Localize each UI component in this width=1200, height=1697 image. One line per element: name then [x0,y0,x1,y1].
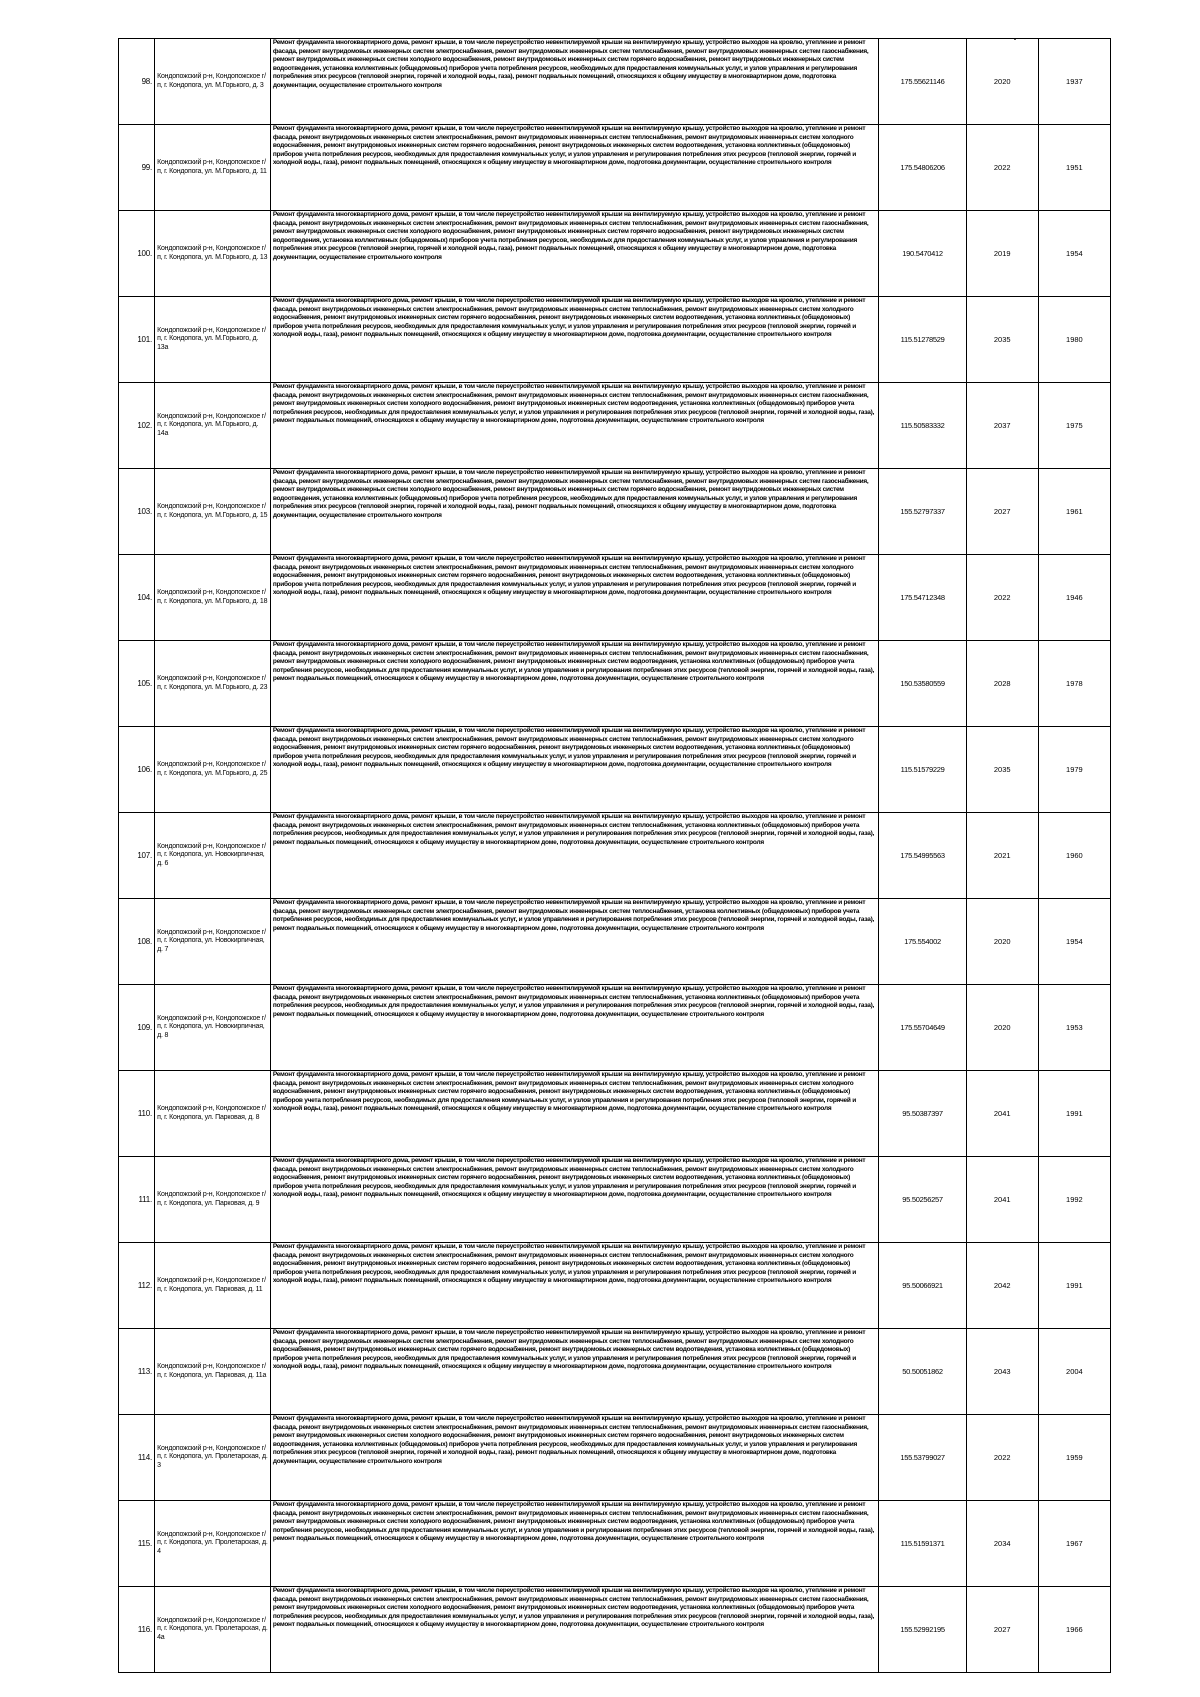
build-year: 2004 [1038,1329,1110,1415]
planned-year: 2037 [966,383,1038,469]
repair-works-text: Ремонт фундамента многоквартирного дома, ремонт крыши, в том числе переустройство невентилируемой крыши на вентилируемую крышу, устройство выходов на кровлю, утепление и ремонт фасада, ремонт внутридомовых инженерных систем электроснабжения, ремонт внутридомовых инженерных систем теплоснабжения, ремонт внутридомовых инженерных систем газоснабжения, ремонт внутридомовых инженерных систем холодного водоснабжения, ремонт внутридомовых инженерных систем горячего водоснабжения, ремонт внутридомовых инженерных систем водоотведения, установка коллективных (общедомовых) приборов учета потребления ресурсов, необходимых для предоставления коммунальных услуг, и узлов управления и регулирования потребления этих ресурсов (тепловой энергии, горячей и холодной воды, газа), ремонт подвальных помещений, относящихся к общему имуществу в многоквартирном доме, подготовка документации, осуществление строительного контроля [272,211,869,261]
row-number: 116. [119,1587,155,1673]
row-number: 110. [119,1071,155,1157]
repair-cost: 175.54995563 [879,813,966,899]
repair-works [270,383,879,469]
repair-works [270,1243,879,1329]
house-address: Кондопожский р-н, Кондопожское г/п, г. Кондопога, ул. М.Горького, д. 3 [155,39,271,125]
row-number: 107. [119,813,155,899]
row-number: 106. [119,727,155,813]
house-address: Кондопожский р-н, Кондопожское г/п, г. Кондопога, ул. Парковая, д. 11а [155,1329,271,1415]
repair-works-text: Ремонт фундамента многоквартирного дома, ремонт крыши, в том числе переустройство невентилируемой крыши на вентилируемую крышу, устройство выходов на кровлю, утепление и ремонт фасада, ремонт внутридомовых инженерных систем электроснабжения, ремонт внутридомовых инженерных систем теплоснабжения, ремонт внутридомовых инженерных систем газоснабжения, ремонт внутридомовых инженерных систем холодного водоснабжения, ремонт внутридомовых инженерных систем водоотведения, установка коллективных (общедомовых) приборов учета потребления ресурсов, необходимых для предоставления коммунальных услуг, и узлов управления и регулирования потребления этих ресурсов (тепловой энергии, горячей и холодной воды, газа), ремонт подвальных помещений, относящихся к общему имуществу в многоквартирном доме, подготовка документации, осуществление строительного контроля [272,1587,875,1629]
planned-year: 2022 [966,125,1038,211]
repair-works [270,1415,879,1501]
table-row [119,985,1111,1071]
repair-cost: 155.52992195 [879,1587,966,1673]
planned-year: 2027 [966,1587,1038,1673]
repair-cost: 155.53799027 [879,1415,966,1501]
repair-cost: 95.50256257 [879,1157,966,1243]
repair-works-text: Ремонт фундамента многоквартирного дома, ремонт крыши, в том числе переустройство невентилируемой крыши на вентилируемую крышу, устройство выходов на кровлю, утепление и ремонт фасада, ремонт внутридомовых инженерных систем электроснабжения, ремонт внутридомовых инженерных систем теплоснабжения, установка коллективных (общедомовых) приборов учета потребления ресурсов, необходимых для предоставления коммунальных услуг, и узлов управления и регулирования потребления этих ресурсов (тепловой энергии, горячей и холодной воды, газа), ремонт подвальных помещений, относящихся к общему имуществу в многоквартирном доме, подготовка документации, осуществление строительного контроля [272,813,875,846]
table-row [119,125,1111,211]
build-year: 1961 [1038,469,1110,555]
repair-cost: 175.554002 [879,899,966,985]
table-row [119,297,1111,383]
house-address: Кондопожский р-н, Кондопожское г/п, г. Кондопога, ул. Парковая, д. 8 [155,1071,271,1157]
repair-works [270,985,879,1071]
row-number: 111. [119,1157,155,1243]
house-address: Кондопожский р-н, Кондопожское г/п, г. Кондопога, ул. М.Горького, д. 18 [155,555,271,641]
build-year: 1978 [1038,641,1110,727]
row-number: 101. [119,297,155,383]
row-number: 98. [119,39,155,125]
repair-cost: 190.5470412 [879,211,966,297]
repair-cost: 95.50387397 [879,1071,966,1157]
planned-year: 2043 [966,1329,1038,1415]
repair-works [270,1587,879,1673]
planned-year: 2020 [966,899,1038,985]
repair-works-text: Ремонт фундамента многоквартирного дома, ремонт крыши, в том числе переустройство невентилируемой крыши на вентилируемую крышу, устройство выходов на кровлю, утепление и ремонт фасада, ремонт внутридомовых инженерных систем электроснабжения, ремонт внутридомовых инженерных систем теплоснабжения, ремонт внутридомовых инженерных систем холодного водоснабжения, ремонт внутридомовых инженерных систем горячего водоснабжения, ремонт внутридомовых инженерных систем водоотведения, установка коллективных (общедомовых) приборов учета потребления ресурсов, необходимых для предоставления коммунальных услуг, и узлов управления и регулирования потребления этих ресурсов (тепловой энергии, горячей и холодной воды, газа), ремонт подвальных помещений, относящихся к общему имуществу в многоквартирном доме, подготовка документации, осуществление строительного контроля [272,1329,866,1371]
build-year: 1966 [1038,1587,1110,1673]
table-row [119,813,1111,899]
row-number: 105. [119,641,155,727]
repair-works-text: Ремонт фундамента многоквартирного дома, ремонт крыши, в том числе переустройство невентилируемой крыши на вентилируемую крышу, устройство выходов на кровлю, утепление и ремонт фасада, ремонт внутридомовых инженерных систем электроснабжения, ремонт внутридомовых инженерных систем теплоснабжения, ремонт внутридомовых инженерных систем газоснабжения, ремонт внутридомовых инженерных систем холодного водоснабжения, ремонт внутридомовых инженерных систем горячего водоснабжения, ремонт внутридомовых инженерных систем водоотведения, установка коллективных (общедомовых) приборов учета потребления ресурсов, необходимых для предоставления коммунальных услуг, и узлов управления и регулирования потребления этих ресурсов (тепловой энергии, горячей и холодной воды, газа), ремонт подвальных помещений, относящихся к общему имуществу в многоквартирном доме, подготовка документации, осуществление строительного контроля [272,469,869,519]
table-row [119,899,1111,985]
repair-cost: 115.51278529 [879,297,966,383]
row-number: 112. [119,1243,155,1329]
planned-year: 2035 [966,297,1038,383]
build-year: 1967 [1038,1501,1110,1587]
repair-works-text: Ремонт фундамента многоквартирного дома, ремонт крыши, в том числе переустройство невентилируемой крыши на вентилируемую крышу, устройство выходов на кровлю, утепление и ремонт фасада, ремонт внутридомовых инженерных систем электроснабжения, ремонт внутридомовых инженерных систем теплоснабжения, ремонт внутридомовых инженерных систем холодного водоснабжения, ремонт внутридомовых инженерных систем горячего водоснабжения, ремонт внутридомовых инженерных систем водоотведения, установка коллективных (общедомовых) приборов учета потребления ресурсов, необходимых для предоставления коммунальных услуг, и узлов управления и регулирования потребления этих ресурсов (тепловой энергии, горячей и холодной воды, газа), ремонт подвальных помещений, относящихся к общему имуществу в многоквартирном доме, подготовка документации, осуществление строительного контроля [272,125,866,167]
repair-works-text: Ремонт фундамента многоквартирного дома, ремонт крыши, в том числе переустройство невентилируемой крыши на вентилируемую крышу, устройство выходов на кровлю, утепление и ремонт фасада, ремонт внутридомовых инженерных систем электроснабжения, ремонт внутридомовых инженерных систем теплоснабжения, ремонт внутридомовых инженерных систем газоснабжения, ремонт внутридомовых инженерных систем холодного водоснабжения, ремонт внутридомовых инженерных систем водоотведения, установка коллективных (общедомовых) приборов учета потребления ресурсов, необходимых для предоставления коммунальных услуг, и узлов управления и регулирования потребления этих ресурсов (тепловой энергии, горячей и холодной воды, газа), ремонт подвальных помещений, относящихся к общему имуществу в многоквартирном доме, подготовка документации, осуществление строительного контроля [272,1501,875,1543]
build-year: 1937 [1038,39,1110,125]
build-year: 1980 [1038,297,1110,383]
table-row [119,1415,1111,1501]
table-row [119,727,1111,813]
house-address: Кондопожский р-н, Кондопожское г/п, г. Кондопога, ул. М.Горького, д. 25 [155,727,271,813]
build-year: 1979 [1038,727,1110,813]
repair-works [270,39,879,125]
planned-year: 2034 [966,1501,1038,1587]
repair-works-text: Ремонт фундамента многоквартирного дома, ремонт крыши, в том числе переустройство невентилируемой крыши на вентилируемую крышу, устройство выходов на кровлю, утепление и ремонт фасада, ремонт внутридомовых инженерных систем электроснабжения, ремонт внутридомовых инженерных систем теплоснабжения, ремонт внутридомовых инженерных систем газоснабжения, ремонт внутридомовых инженерных систем холодного водоснабжения, ремонт внутридомовых инженерных систем водоотведения, установка коллективных (общедомовых) приборов учета потребления ресурсов, необходимых для предоставления коммунальных услуг, и узлов управления и регулирования потребления этих ресурсов (тепловой энергии, горячей и холодной воды, газа), ремонт подвальных помещений, относящихся к общему имуществу в многоквартирном доме, подготовка документации, осуществление строительного контроля [272,383,875,425]
repair-works-text: Ремонт фундамента многоквартирного дома, ремонт крыши, в том числе переустройство невентилируемой крыши на вентилируемую крышу, устройство выходов на кровлю, утепление и ремонт фасада, ремонт внутридомовых инженерных систем электроснабжения, ремонт внутридомовых инженерных систем теплоснабжения, ремонт внутридомовых инженерных систем холодного водоснабжения, ремонт внутридомовых инженерных систем горячего водоснабжения, ремонт внутридомовых инженерных систем водоотведения, установка коллективных (общедомовых) приборов учета потребления ресурсов, необходимых для предоставления коммунальных услуг, и узлов управления и регулирования потребления этих ресурсов (тепловой энергии, горячей и холодной воды, газа), ремонт подвальных помещений, относящихся к общему имуществу в многоквартирном доме, подготовка документации, осуществление строительного контроля [272,1243,866,1285]
repair-cost: 175.54806206 [879,125,966,211]
repair-works-text: Ремонт фундамента многоквартирного дома, ремонт крыши, в том числе переустройство невентилируемой крыши на вентилируемую крышу, устройство выходов на кровлю, утепление и ремонт фасада, ремонт внутридомовых инженерных систем электроснабжения, ремонт внутридомовых инженерных систем теплоснабжения, установка коллективных (общедомовых) приборов учета потребления ресурсов, необходимых для предоставления коммунальных услуг, и узлов управления и регулирования потребления этих ресурсов (тепловой энергии, горячей и холодной воды, газа), ремонт подвальных помещений, относящихся к общему имуществу в многоквартирном доме, подготовка документации, осуществление строительного контроля [272,899,875,932]
house-address: Кондопожский р-н, Кондопожское г/п, г. Кондопога, ул. М.Горького, д. 15 [155,469,271,555]
house-address: Кондопожский р-н, Кондопожское г/п, г. Кондопога, ул. Новокирпичная, д. 8 [155,985,271,1071]
house-address: Кондопожский р-н, Кондопожское г/п, г. Кондопога, ул. Парковая, д. 9 [155,1157,271,1243]
planned-year: 2021 [966,813,1038,899]
repair-works-text: Ремонт фундамента многоквартирного дома, ремонт крыши, в том числе переустройство невентилируемой крыши на вентилируемую крышу, устройство выходов на кровлю, утепление и ремонт фасада, ремонт внутридомовых инженерных систем электроснабжения, ремонт внутридомовых инженерных систем теплоснабжения, ремонт внутридомовых инженерных систем холодного водоснабжения, ремонт внутридомовых инженерных систем горячего водоснабжения, ремонт внутридомовых инженерных систем водоотведения, установка коллективных (общедомовых) приборов учета потребления ресурсов, необходимых для предоставления коммунальных услуг, и узлов управления и регулирования потребления этих ресурсов (тепловой энергии, горячей и холодной воды, газа), ремонт подвальных помещений, относящихся к общему имуществу в многоквартирном доме, подготовка документации, осуществление строительного контроля [272,727,866,769]
repair-cost: 115.51579229 [879,727,966,813]
house-address: Кондопожский р-н, Кондопожское г/п, г. Кондопога, ул. Новокирпичная, д. 6 [155,813,271,899]
repair-works [270,1071,879,1157]
planned-year: 2035 [966,727,1038,813]
table-row [119,39,1111,125]
planned-year: 2019 [966,211,1038,297]
table-row [119,1329,1111,1415]
house-address: Кондопожский р-н, Кондопожское г/п, г. Кондопога, ул. Пролетарская, д. 4 [155,1501,271,1587]
repair-works [270,1501,879,1587]
row-number: 103. [119,469,155,555]
capital-repair-table [118,38,1111,1673]
repair-works [270,1157,879,1243]
table-row [119,211,1111,297]
build-year: 1991 [1038,1243,1110,1329]
build-year: 1959 [1038,1415,1110,1501]
repair-works-text: Ремонт фундамента многоквартирного дома, ремонт крыши, в том числе переустройство невентилируемой крыши на вентилируемую крышу, устройство выходов на кровлю, утепление и ремонт фасада, ремонт внутридомовых инженерных систем электроснабжения, ремонт внутридомовых инженерных систем теплоснабжения, ремонт внутридомовых инженерных систем газоснабжения, ремонт внутридомовых инженерных систем холодного водоснабжения, ремонт внутридомовых инженерных систем водоотведения, установка коллективных (общедомовых) приборов учета потребления ресурсов, необходимых для предоставления коммунальных услуг, и узлов управления и регулирования потребления этих ресурсов (тепловой энергии, горячей и холодной воды, газа), ремонт подвальных помещений, относящихся к общему имуществу в многоквартирном доме, подготовка документации, осуществление строительного контроля [272,641,875,683]
row-number: 113. [119,1329,155,1415]
row-number: 109. [119,985,155,1071]
build-year: 1953 [1038,985,1110,1071]
house-address: Кондопожский р-н, Кондопожское г/п, г. Кондопога, ул. М.Горького, д. 14а [155,383,271,469]
repair-cost: 115.51591371 [879,1501,966,1587]
table-row [119,1157,1111,1243]
row-number: 102. [119,383,155,469]
build-year: 1954 [1038,211,1110,297]
repair-works [270,297,879,383]
repair-works [270,813,879,899]
row-number: 99. [119,125,155,211]
repair-cost: 155.52797337 [879,469,966,555]
repair-works-text: Ремонт фундамента многоквартирного дома, ремонт крыши, в том числе переустройство невентилируемой крыши на вентилируемую крышу, устройство выходов на кровлю, утепление и ремонт фасада, ремонт внутридомовых инженерных систем электроснабжения, ремонт внутридомовых инженерных систем теплоснабжения, установка коллективных (общедомовых) приборов учета потребления ресурсов, необходимых для предоставления коммунальных услуг, и узлов управления и регулирования потребления этих ресурсов (тепловой энергии, горячей и холодной воды, газа), ремонт подвальных помещений, относящихся к общему имуществу в многоквартирном доме, подготовка документации, осуществление строительного контроля [272,985,875,1018]
table-body [119,39,1111,1673]
repair-works-text: Ремонт фундамента многоквартирного дома, ремонт крыши, в том числе переустройство невентилируемой крыши на вентилируемую крышу, устройство выходов на кровлю, утепление и ремонт фасада, ремонт внутридомовых инженерных систем электроснабжения, ремонт внутридомовых инженерных систем теплоснабжения, ремонт внутридомовых инженерных систем холодного водоснабжения, ремонт внутридомовых инженерных систем горячего водоснабжения, ремонт внутридомовых инженерных систем водоотведения, установка коллективных (общедомовых) приборов учета потребления ресурсов, необходимых для предоставления коммунальных услуг, и узлов управления и регулирования потребления этих ресурсов (тепловой энергии, горячей и холодной воды, газа), ремонт подвальных помещений, относящихся к общему имуществу в многоквартирном доме, подготовка документации, осуществление строительного контроля [272,1157,866,1199]
planned-year: 2028 [966,641,1038,727]
repair-works [270,555,879,641]
planned-year: 2020 [966,39,1038,125]
row-number: 108. [119,899,155,985]
table-row [119,555,1111,641]
repair-works [270,469,879,555]
build-year: 1960 [1038,813,1110,899]
repair-cost: 50.50051862 [879,1329,966,1415]
table-row [119,1071,1111,1157]
build-year: 1951 [1038,125,1110,211]
repair-cost: 95.50066921 [879,1243,966,1329]
row-number: 100. [119,211,155,297]
row-number: 114. [119,1415,155,1501]
house-address: Кондопожский р-н, Кондопожское г/п, г. Кондопога, ул. Новокирпичная, д. 7 [155,899,271,985]
repair-cost: 150.53580559 [879,641,966,727]
repair-works [270,899,879,985]
planned-year: 2020 [966,985,1038,1071]
repair-cost: 175.55621146 [879,39,966,125]
repair-works-text: Ремонт фундамента многоквартирного дома, ремонт крыши, в том числе переустройство невентилируемой крыши на вентилируемую крышу, устройство выходов на кровлю, утепление и ремонт фасада, ремонт внутридомовых инженерных систем электроснабжения, ремонт внутридомовых инженерных систем теплоснабжения, ремонт внутридомовых инженерных систем газоснабжения, ремонт внутридомовых инженерных систем холодного водоснабжения, ремонт внутридомовых инженерных систем горячего водоснабжения, ремонт внутридомовых инженерных систем водоотведения, установка коллективных (общедомовых) приборов учета потребления ресурсов, необходимых для предоставления коммунальных услуг, и узлов управления и регулирования потребления этих ресурсов (тепловой энергии, горячей и холодной воды, газа), ремонт подвальных помещений, относящихся к общему имуществу в многоквартирном доме, подготовка документации, осуществление строительного контроля [272,39,869,89]
build-year: 1946 [1038,555,1110,641]
repair-works [270,211,879,297]
repair-works-text: Ремонт фундамента многоквартирного дома, ремонт крыши, в том числе переустройство невентилируемой крыши на вентилируемую крышу, устройство выходов на кровлю, утепление и ремонт фасада, ремонт внутридомовых инженерных систем электроснабжения, ремонт внутридомовых инженерных систем теплоснабжения, ремонт внутридомовых инженерных систем холодного водоснабжения, ремонт внутридомовых инженерных систем горячего водоснабжения, ремонт внутридомовых инженерных систем водоотведения, установка коллективных (общедомовых) приборов учета потребления ресурсов, необходимых для предоставления коммунальных услуг, и узлов управления и регулирования потребления этих ресурсов (тепловой энергии, горячей и холодной воды, газа), ремонт подвальных помещений, относящихся к общему имуществу в многоквартирном доме, подготовка документации, осуществление строительного контроля [272,297,866,339]
house-address: Кондопожский р-н, Кондопожское г/п, г. Кондопога, ул. Парковая, д. 11 [155,1243,271,1329]
build-year: 1975 [1038,383,1110,469]
house-address: Кондопожский р-н, Кондопожское г/п, г. Кондопога, ул. Пролетарская, д. 3 [155,1415,271,1501]
repair-works [270,727,879,813]
house-address: Кондопожский р-н, Кондопожское г/п, г. Кондопога, ул. М.Горького, д. 13 [155,211,271,297]
planned-year: 2027 [966,469,1038,555]
table-row [119,1587,1111,1673]
table-row [119,469,1111,555]
repair-cost: 115.50583332 [879,383,966,469]
build-year: 1991 [1038,1071,1110,1157]
planned-year: 2022 [966,555,1038,641]
planned-year: 2041 [966,1157,1038,1243]
build-year: 1992 [1038,1157,1110,1243]
build-year: 1954 [1038,899,1110,985]
house-address: Кондопожский р-н, Кондопожское г/п, г. Кондопога, ул. М.Горького, д. 13а [155,297,271,383]
repair-works-text: Ремонт фундамента многоквартирного дома, ремонт крыши, в том числе переустройство невентилируемой крыши на вентилируемую крышу, устройство выходов на кровлю, утепление и ремонт фасада, ремонт внутридомовых инженерных систем электроснабжения, ремонт внутридомовых инженерных систем теплоснабжения, ремонт внутридомовых инженерных систем холодного водоснабжения, ремонт внутридомовых инженерных систем горячего водоснабжения, ремонт внутридомовых инженерных систем водоотведения, установка коллективных (общедомовых) приборов учета потребления ресурсов, необходимых для предоставления коммунальных услуг, и узлов управления и регулирования потребления этих ресурсов (тепловой энергии, горячей и холодной воды, газа), ремонт подвальных помещений, относящихся к общему имуществу в многоквартирном доме, подготовка документации, осуществление строительного контроля [272,555,866,597]
planned-year: 2022 [966,1415,1038,1501]
row-number: 115. [119,1501,155,1587]
planned-year: 2042 [966,1243,1038,1329]
repair-works-text: Ремонт фундамента многоквартирного дома, ремонт крыши, в том числе переустройство невентилируемой крыши на вентилируемую крышу, устройство выходов на кровлю, утепление и ремонт фасада, ремонт внутридомовых инженерных систем электроснабжения, ремонт внутридомовых инженерных систем теплоснабжения, ремонт внутридомовых инженерных систем газоснабжения, ремонт внутридомовых инженерных систем холодного водоснабжения, ремонт внутридомовых инженерных систем горячего водоснабжения, ремонт внутридомовых инженерных систем водоотведения, установка коллективных (общедомовых) приборов учета потребления ресурсов, необходимых для предоставления коммунальных услуг, и узлов управления и регулирования потребления этих ресурсов (тепловой энергии, горячей и холодной воды, газа), ремонт подвальных помещений, относящихся к общему имуществу в многоквартирном доме, подготовка документации, осуществление строительного контроля [272,1415,869,1465]
repair-cost: 175.55704649 [879,985,966,1071]
row-number: 104. [119,555,155,641]
repair-works [270,641,879,727]
table-row [119,1243,1111,1329]
table-row [119,1501,1111,1587]
repair-works [270,1329,879,1415]
house-address: Кондопожский р-н, Кондопожское г/п, г. Кондопога, ул. М.Горького, д. 23 [155,641,271,727]
planned-year: 2041 [966,1071,1038,1157]
house-address: Кондопожский р-н, Кондопожское г/п, г. Кондопога, ул. Пролетарская, д. 4а [155,1587,271,1673]
repair-works-text: Ремонт фундамента многоквартирного дома, ремонт крыши, в том числе переустройство невентилируемой крыши на вентилируемую крышу, устройство выходов на кровлю, утепление и ремонт фасада, ремонт внутридомовых инженерных систем электроснабжения, ремонт внутридомовых инженерных систем теплоснабжения, ремонт внутридомовых инженерных систем холодного водоснабжения, ремонт внутридомовых инженерных систем горячего водоснабжения, ремонт внутридомовых инженерных систем водоотведения, установка коллективных (общедомовых) приборов учета потребления ресурсов, необходимых для предоставления коммунальных услуг, и узлов управления и регулирования потребления этих ресурсов (тепловой энергии, горячей и холодной воды, газа), ремонт подвальных помещений, относящихся к общему имуществу в многоквартирном доме, подготовка документации, осуществление строительного контроля [272,1071,866,1113]
repair-works [270,125,879,211]
table-row [119,641,1111,727]
table-row [119,383,1111,469]
house-address: Кондопожский р-н, Кондопожское г/п, г. Кондопога, ул. М.Горького, д. 11 [155,125,271,211]
repair-cost: 175.54712348 [879,555,966,641]
